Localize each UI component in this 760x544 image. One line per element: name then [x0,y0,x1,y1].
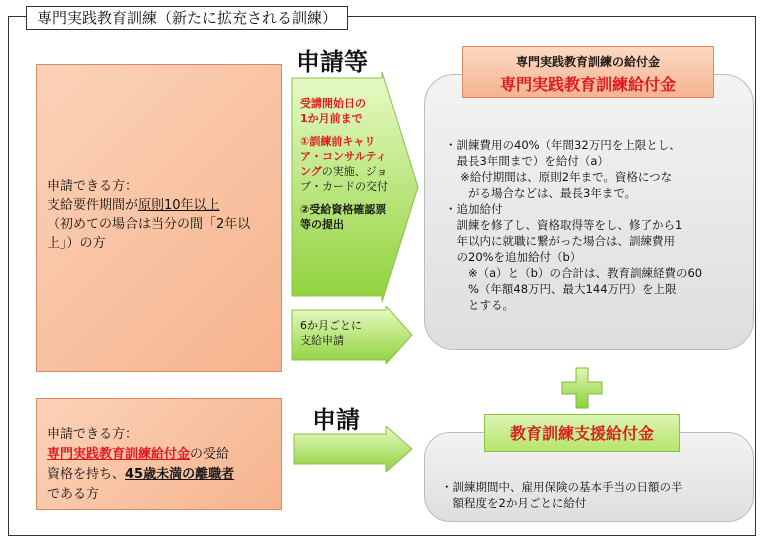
applicant-2-text [47,425,277,505]
benefit-1-line: ・追加給付 [445,202,503,216]
applicant-2-line2-post: の受給 [190,447,230,462]
benefit-1-line: の20%を追加給付（b） [445,250,582,264]
benefit-1-line: がる場合などは、最長3年まで。 [445,186,637,200]
benefit-2-line: ・訓練期間中、雇用保険の基本手当の日額の半 [441,480,683,494]
deadline-line1: 受講開始日の [300,97,366,110]
benefit-1-lines [445,137,702,313]
benefit-1-line: 年以内に就職に繋がった場合は、訓練費用 [445,234,675,248]
applicant-2-line3-emph: 45歳未満の離職者 [125,467,235,482]
benefit-1-subtitle: 専門実践教育訓練の給付金 [515,55,660,69]
benefit-1-line: とする。 [445,298,514,312]
applicant-2-line2 [47,445,277,465]
benefit-1-detail-box [424,74,754,350]
page-title: 専門実践教育訓練（新たに拡充される訓練） [26,6,348,30]
applicant-2-line2-emph: 専門実践教育訓練給付金 [47,447,191,462]
applicant-box-under-45 [36,398,282,510]
applicant-1-line4: 上」）の方 [47,236,106,251]
applicant-1-line2-emph: 原則10年以上 [138,198,220,213]
applicant-1-text [47,177,275,253]
step1-marker: ① [300,135,310,148]
step1-emph: 訓練前キャリア・コンサルティング [300,135,387,178]
applicant-2-line3-pre: 資格を持ち、 [47,467,126,482]
benefit-1-line: 訓練を修了し、資格取得等をし、修了から1 [445,218,683,232]
benefit-1-line: ・訓練費用の40%（年間32万円を上限とし、 [445,138,681,152]
benefit-2-title: 教育訓練支援給付金 [509,424,654,443]
benefit-2-lines [441,479,683,511]
step1 [300,134,392,194]
plus-icon [560,366,604,410]
benefit-1-line: ※（a）と（b）の合計は、教育訓練経費の60 [445,266,703,280]
deadline-line2: 1か月前まで [300,112,363,125]
periodic-line1: 6か月ごとに [300,319,362,332]
applicant-1-line2 [47,196,275,215]
label-application: 申請 [312,406,360,434]
applicant-1-line3: （初めての場合は当分の間「2年以 [47,217,251,232]
periodic-line2: 支給申請 [300,334,344,347]
benefit-1-line: 最長3年間まで）を給付（a） [445,154,609,168]
application-arrow-small [292,426,414,472]
applicant-1-line1: 申請できる方： [47,179,139,194]
benefit-1-line: ※給付期間は、原則2年まで。資格につな [445,170,673,184]
step1-post: の実施、ジョブ・カードの交付 [300,165,388,193]
applicant-box-long-term [36,64,282,372]
applicant-1-line2-pre: 支給要件期間が [47,198,139,213]
benefit-2-title-box [484,414,680,452]
benefit-1-title: 専門実践教育訓練給付金 [499,75,676,94]
label-application-etc: 申請等 [296,48,368,76]
step2: ②受給資格確認票等の提出 [300,203,387,231]
applicant-2-line3 [47,465,277,485]
applicant-2-line4: である方 [47,487,100,502]
benefit-1-line: %（年額48万円、最大144万円）を上限 [445,282,677,296]
benefit-1-title-box [462,46,714,98]
benefit-2-line: 額程度を2か月ごとに給付 [441,496,587,510]
periodic-application-text [300,318,362,348]
application-steps [300,96,392,232]
applicant-2-line1: 申請できる方： [47,427,139,442]
